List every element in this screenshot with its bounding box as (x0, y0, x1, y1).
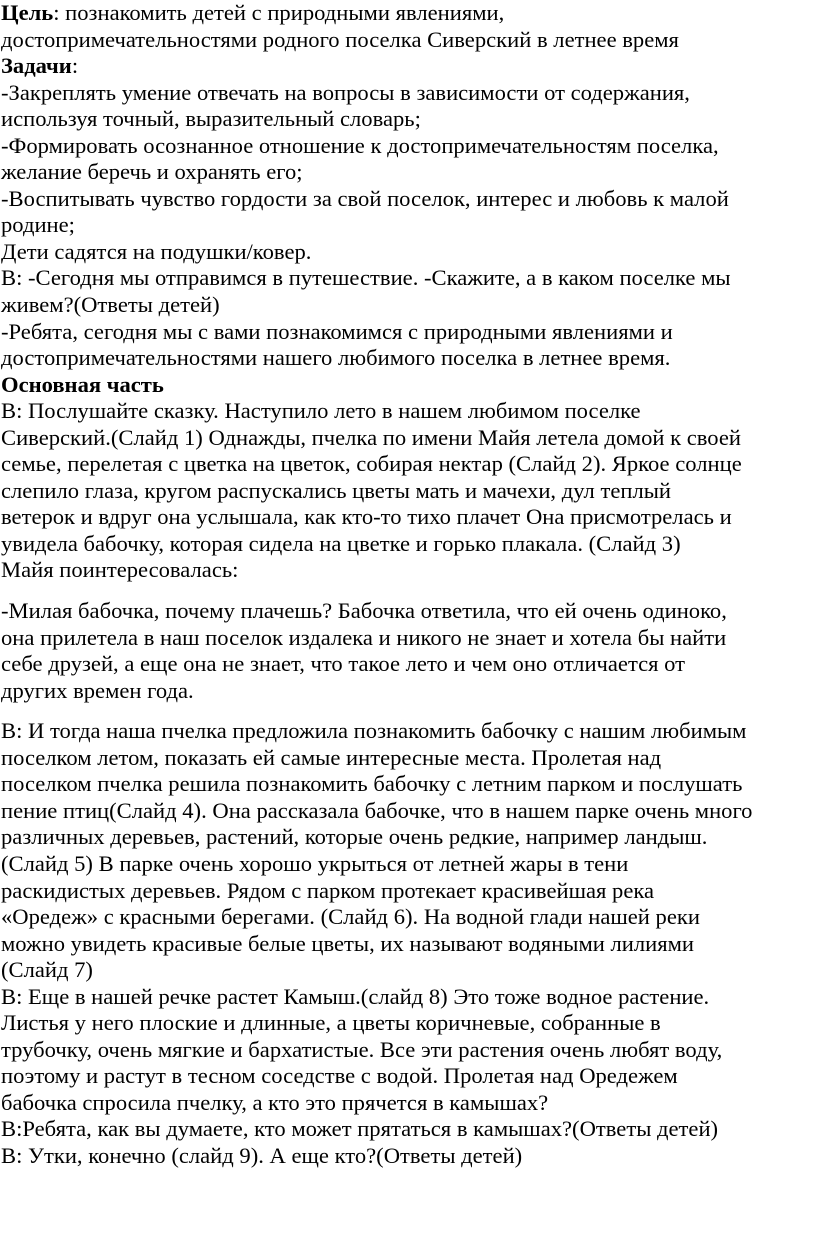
story-paragraph-1 (1, 398, 813, 584)
tasks-line: используя точный, выразительный словарь; (1, 106, 421, 132)
paragraph-line: В: Утки, конечно (слайд 9). А еще кто?(Ответы детей) (1, 1142, 523, 1168)
tasks-line: -Формировать осознанное отношение к достопримечательностям поселка, (1, 132, 719, 158)
paragraph-line: других времен года. (1, 677, 194, 703)
paragraph-line: поселком пчелка решила познакомить бабочку с летним парком и послушать (1, 771, 743, 797)
goal-line-2: достопримечательностями родного поселка Сиверский в летнее время (1, 26, 679, 52)
paragraph-line: себе друзей, а еще она не знает, что такое лето и чем оно отличается от (1, 651, 686, 677)
story-paragraph-2 (1, 598, 813, 704)
paragraph-line: трубочку, очень мягкие и бархатистые. Все эти растения очень любят воду, (1, 1036, 723, 1062)
tasks-line: -Закреплять умение отвечать на вопросы в зависимости от содержания, (1, 79, 690, 105)
tasks-line: желание беречь и охранять его; (1, 159, 303, 185)
tasks-label: Задачи (1, 53, 72, 79)
paragraph-line: Листья у него плоские и длинные, а цветы коричневые, собранные в (1, 1010, 661, 1036)
paragraph-line: слепило глаза, кругом распускались цветы мать и мачехи, дул теплый (1, 477, 671, 503)
main-heading (1, 372, 813, 399)
paragraph-line: бабочка спросила пчелку, а кто это прячется в камышах? (1, 1089, 549, 1115)
goal-text: : познакомить детей с природными явлениями, (53, 0, 505, 25)
tasks-section (1, 53, 813, 239)
document-page (1, 0, 813, 1170)
story-paragraph-3 (1, 718, 813, 1169)
paragraph-line: можно увидеть красивые белые цветы, их называют водяными лилиями (1, 930, 695, 956)
paragraph-line: различных деревьев, растений, которые очень редкие, например ландыш. (1, 824, 708, 850)
paragraph-line: -Милая бабочка, почему плачешь? Бабочка ответила, что ей очень одиноко, (1, 598, 727, 624)
goal-label: Цель (1, 0, 54, 25)
intro-line: -Ребята, сегодня мы с вами познакомимся с природными явлениями и (1, 318, 673, 344)
paragraph-line: В: И тогда наша пчелка предложила познакомить бабочку с нашим любимым (1, 718, 747, 744)
intro-section (1, 239, 813, 372)
paragraph-line: пение птиц(Слайд 4). Она рассказала бабочке, что в нашем парке очень много (1, 797, 753, 823)
intro-line: достопримечательностями нашего любимого поселка в летнее время. (1, 345, 671, 371)
tasks-line: родине; (1, 212, 75, 238)
tasks-suffix: : (71, 53, 79, 79)
paragraph-line: Майя поинтересовалась: (1, 557, 239, 583)
paragraph-line: раскидистых деревьев. Рядом с парком протекает красивейшая река (1, 877, 655, 903)
paragraph-line: семье, перелетая с цветка на цветок, собирая нектар (Слайд 2). Яркое солнце (1, 451, 742, 477)
paragraph-line: поэтому и растут в тесном соседстве с водой. Пролетая над Оредежем (1, 1063, 678, 1089)
goal-section (1, 0, 813, 53)
paragraph-line: Сиверский.(Слайд 1) Однажды, пчелка по имени Майя летела домой к своей (1, 424, 741, 450)
paragraph-spacer (1, 704, 813, 718)
intro-line: В: -Сегодня мы отправимся в путешествие. -Скажите, а в каком поселке мы (1, 265, 731, 291)
main-section (1, 372, 813, 1170)
intro-line: живем?(Ответы детей) (1, 292, 220, 318)
goal-line-1 (1, 0, 813, 27)
paragraph-spacer (1, 584, 813, 598)
paragraph-line: (Слайд 5) В парке очень хорошо укрыться от летней жары в тени (1, 850, 629, 876)
paragraph-line: В:Ребята, как вы думаете, кто может прятаться в камышах?(Ответы детей) (1, 1116, 719, 1142)
paragraph-line: поселком летом, показать ей самые интересные места. Пролетая над (1, 744, 662, 770)
tasks-line: -Воспитывать чувство гордости за свой поселок, интерес и любовь к малой (1, 185, 729, 211)
paragraph-line: увидела бабочку, которая сидела на цветке и горько плакала. (Слайд 3) (1, 530, 681, 556)
tasks-heading (1, 53, 813, 80)
intro-line: Дети садятся на подушки/ковер. (1, 238, 312, 264)
main-heading-text: Основная часть (1, 371, 164, 397)
paragraph-line: (Слайд 7) (1, 957, 93, 983)
paragraph-line: В: Еще в нашей речке растет Камыш.(слайд 8) Это тоже водное растение. (1, 983, 710, 1009)
paragraph-line: ветерок и вдруг она услышала, как кто-то тихо плачет Она присмотрелась и (1, 504, 732, 530)
paragraph-line: «Оредеж» с красными берегами. (Слайд 6). На водной глади нашей реки (1, 904, 700, 930)
paragraph-line: В: Послушайте сказку. Наступило лето в нашем любимом поселке (1, 398, 641, 424)
paragraph-line: она прилетела в наш поселок издалека и никого не знает и хотела бы найти (1, 624, 727, 650)
